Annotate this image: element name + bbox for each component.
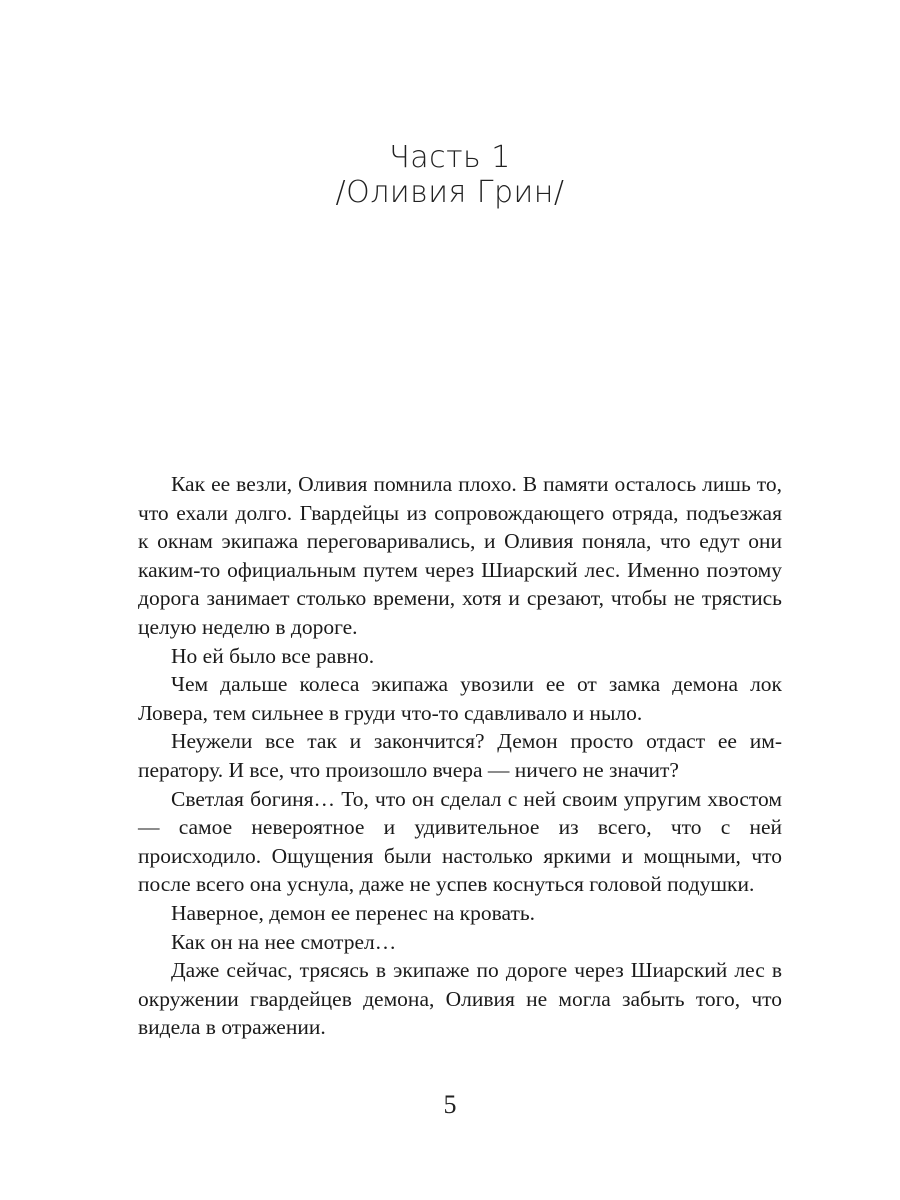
page-number: 5 [443, 1090, 457, 1119]
paragraph: Чем дальше колеса экипажа увозили ее от замка демона лок Ловера, тем сильнее в груди что-то сдавливало и ныло. [138, 672, 782, 725]
body-text [138, 470, 782, 1042]
paragraph: Наверное, демон ее перенес на кровать. [171, 900, 536, 925]
chapter-heading [0, 140, 900, 210]
paragraph: Как ее везли, Оливия помнила плохо. В памяти осталось лишь то, что ехали долго. Гвардейцы из сопровождающего отряда, подъезжая к окнам экипажа переговаривались, и Оливия поняла, что едут они каким-то официальным путем через Шиарский лес. Именно поэтому дорога занимает столько времени, хотя и срезают, чтобы не трястись целую неделю в дороге. [138, 472, 782, 639]
paragraph: Неужели все так и закончится? Демон просто отдаст ее императору. И все, что произошло вчера — ничего не значит? [138, 729, 782, 782]
paragraph: Светлая богиня… То, что он сделал с ней своим упругим хвостом — самое невероятное и удивительное из всего, что с ней происходило. Ощущения были настолько яркими и мощными, что после всего она уснула, даже не успев коснуться головой подушки. [138, 786, 782, 897]
chapter-subtitle: /Оливия Грин/ [335, 175, 565, 210]
chapter-part-label: Часть 1 [389, 140, 511, 175]
paragraph: Но ей было все равно. [171, 643, 375, 668]
paragraph: Даже сейчас, трясясь в экипаже по дороге через Шиарский лес в окружении гвардейцев демона, Оливия не могла забыть того, что видела в отражении. [138, 958, 782, 1040]
paragraph: Как он на нее смотрел… [171, 929, 397, 954]
